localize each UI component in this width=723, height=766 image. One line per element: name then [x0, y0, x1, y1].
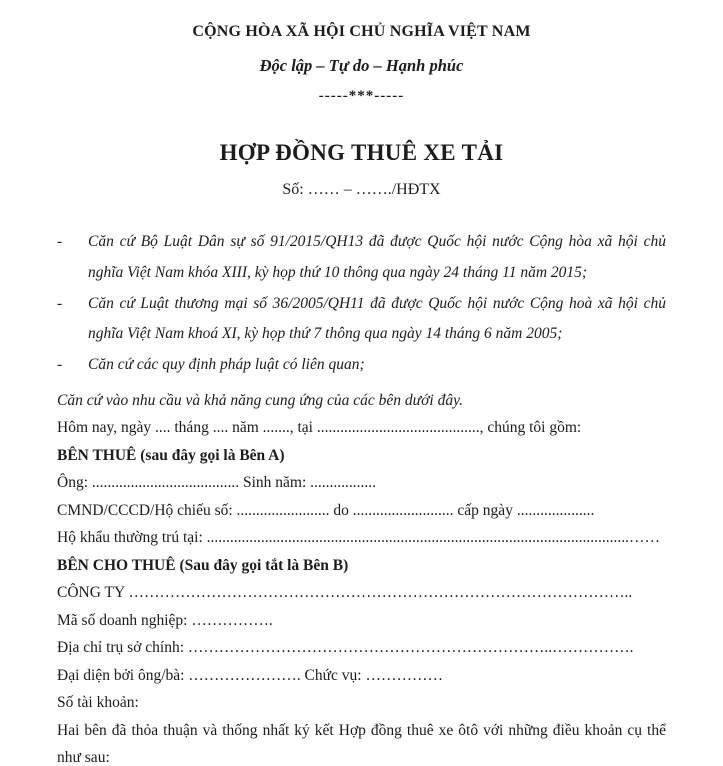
- closing-agreement-paragraph: Hai bên đã thỏa thuận và thống nhất ký kết Hợp đồng thuê xe ôtô với những điều khoản cụ thể như sau:: [57, 721, 666, 766]
- legal-basis-item: [57, 289, 666, 351]
- party-b-heading: BÊN CHO THUÊ (Sau đây gọi tắt là Bên B): [57, 556, 349, 574]
- date-place-line: Hôm nay, ngày .... tháng .... năm ......., tại .........................................., chúng tôi gồm:: [57, 419, 582, 437]
- contract-number-line: Số: …… – ……./HĐTX: [282, 181, 441, 198]
- party-b-representative-line: Đại diện bởi ông/bà: …………………. Chức vụ: ……………: [57, 666, 443, 684]
- legal-basis-text: Căn cứ Bộ Luật Dân sự số 91/2015/QH13 đã được Quốc hội nước Cộng hòa xã hội chủ nghĩa Việt Nam khóa XIII, kỳ họp thứ 10 thông qua ngày 24 tháng 11 năm 2015;: [88, 233, 666, 281]
- party-a-heading: BÊN THUÊ (sau đây gọi là Bên A): [57, 446, 285, 464]
- bullet-dash: -: [57, 294, 63, 312]
- legal-basis-item: [57, 227, 666, 289]
- party-b-tax-code-line: Mã số doanh nghiệp: …………….: [57, 611, 273, 629]
- header-separator: -----***-----: [318, 88, 405, 104]
- legal-basis-item: [57, 350, 666, 381]
- legal-bases-list: [57, 227, 666, 381]
- legal-basis-text: Căn cứ các quy định pháp luật có liên quan;: [88, 356, 365, 374]
- party-b-account-line: Số tài khoản:: [57, 694, 139, 712]
- legal-basis-text: Căn cứ Luật thương mại số 36/2005/QH11 đã được Quốc hội nước Cộng hoà xã hội chủ nghĩa Việt Nam khoá XI, kỳ họp thứ 7 thông qua ngày 14 tháng 6 năm 2005;: [88, 294, 666, 343]
- bullet-dash: -: [57, 233, 63, 250]
- national-header-title: CỘNG HÒA XÃ HỘI CHỦ NGHĨA VIỆT NAM: [192, 23, 531, 40]
- party-a-address-line: Hộ khẩu thường trú tại: .............................................................................................................……: [57, 529, 660, 547]
- contract-title: HỢP ĐỒNG THUÊ XE TẢI: [219, 140, 504, 165]
- party-b-company-line: CÔNG TY ……………………………………………………………………………………..: [57, 584, 633, 602]
- national-motto: Độc lập – Tự do – Hạnh phúc: [259, 56, 464, 75]
- party-b-address-line: Địa chỉ trụ sở chính: ……………………………………………………………..…………….: [57, 639, 634, 657]
- party-a-id-line: CMND/CCCD/Hộ chiếu số: ........................ do .......................... cấp ngày ....................: [57, 501, 595, 519]
- party-a-name-line: Ông: ...................................... Sinh năm: .................: [57, 474, 377, 492]
- needs-basis-line: Căn cứ vào nhu cầu và khả năng cung ứng của các bên dưới đây.: [57, 391, 463, 409]
- bullet-dash: -: [57, 356, 63, 374]
